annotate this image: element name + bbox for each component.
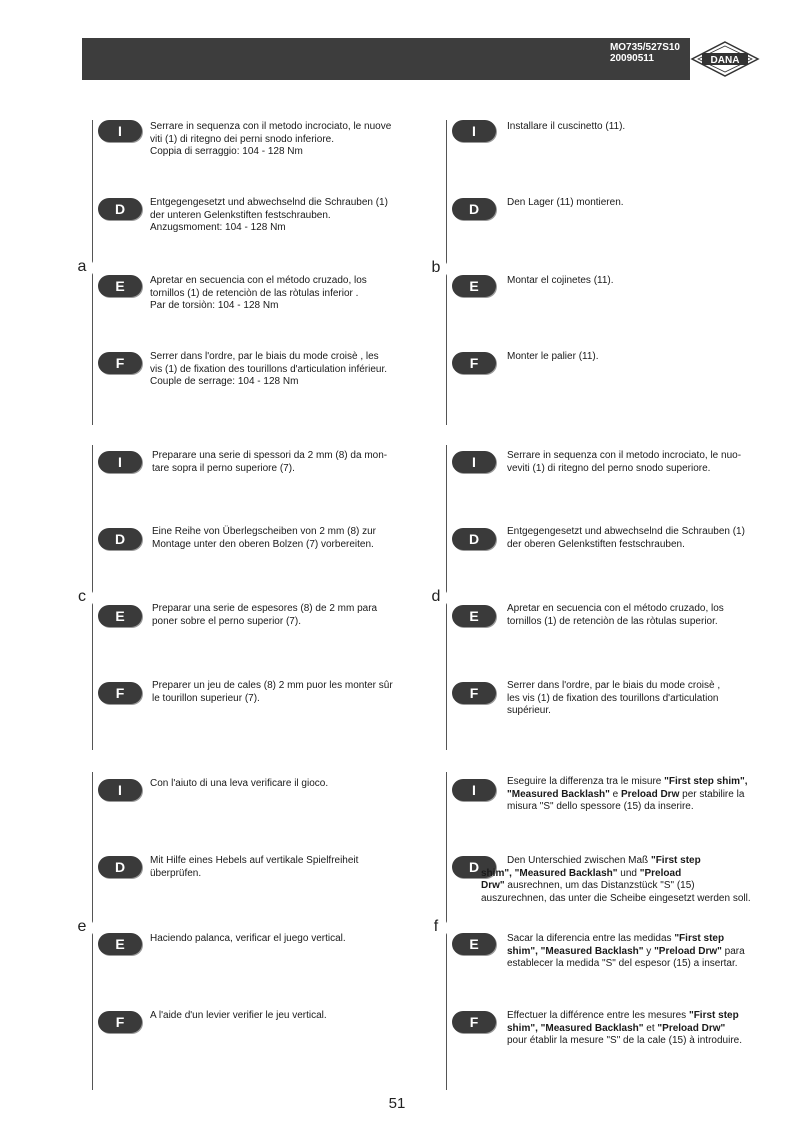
language-badge-spanish: E (98, 605, 142, 627)
instruction-e-french: A l'aide d'un levier verifier le jeu vertical. (150, 1010, 327, 1021)
language-badge-spanish: E (452, 933, 496, 955)
section-letter-f: f (424, 916, 448, 940)
language-badge-spanish: E (452, 605, 496, 627)
logo-text: DANA (710, 55, 740, 66)
language-badge-french: F (98, 682, 142, 704)
language-badge-german: D (452, 198, 496, 220)
language-badge-french: F (98, 1011, 142, 1033)
language-badge-italian: I (452, 120, 496, 142)
language-badge-spanish: E (98, 275, 142, 297)
instruction-e-german: Mit Hilfe eines Hebels auf vertikale Spielfreiheit überprüfen. (150, 855, 359, 879)
header-bar (82, 38, 690, 80)
language-badge-spanish: E (98, 933, 142, 955)
document-code-line2: 20090511 (609, 53, 654, 64)
dana-logo (690, 40, 760, 78)
instruction-f-german: Den Unterschied zwischen Maß "First step shim", "Measured Backlash" und "Preload Drw" ausrechnen, um das Distanzstück "S" (15) auszurechnen, das unter die Scheibe eingesetzt werden soll. (481, 855, 751, 904)
section-letter-b: b (424, 257, 448, 281)
instruction-b-french: Monter le palier (11). (507, 351, 599, 362)
language-badge-italian: I (98, 779, 142, 801)
instruction-a-french: Serrer dans l'ordre, par le biais du mode croisè , les vis (1) de fixation des tourillons d'articulation inférieur. Couple de serrage: 104 - 128 Nm (150, 351, 388, 387)
instruction-d-italian: Serrare in sequenza con il metodo incrociato, le nuo- veviti (1) di ritegno del perno snodo superiore. (507, 450, 742, 474)
instruction-f-italian: Eseguire la differenza tra le misure "First step shim", "Measured Backlash" e Preload Drw per stabilire la misura "S" dello spessore (15) da inserire. (507, 776, 748, 812)
instruction-b-spanish: Montar el cojinetes (11). (507, 275, 614, 286)
language-badge-french: F (452, 682, 496, 704)
page-number: 51 (388, 1095, 406, 1112)
instruction-b-italian: Installare il cuscinetto (11). (507, 121, 626, 132)
instruction-f-spanish: Sacar la diferencia entre las medidas "First step shim", "Measured Backlash" y "Preload Drw" para establecer la medida "S" del espesor (15) a insertar. (507, 933, 745, 969)
instruction-a-italian: Serrare in sequenza con il metodo incrociato, le nuove viti (1) di ritegno dei perni snodo inferiore. Coppia di serraggio: 104 - 128 Nm (150, 121, 392, 157)
instruction-c-french: Preparer un jeu de cales (8) 2 mm puor les monter sûr le tourillon superieur (7). (152, 680, 393, 704)
language-badge-italian: I (98, 120, 142, 142)
language-badge-italian: I (452, 451, 496, 473)
section-letter-e: e (70, 916, 94, 940)
language-badge-french: F (452, 352, 496, 374)
instruction-e-italian: Con l'aiuto di una leva verificare il gioco. (150, 778, 329, 789)
instruction-e-spanish: Haciendo palanca, verificar el juego vertical. (150, 933, 346, 944)
instruction-d-german: Entgegengesetzt und abwechselnd die Schrauben (1) der oberen Gelenkstiften festschrauben. (507, 526, 745, 550)
section-letter-a: a (70, 256, 94, 280)
instruction-c-german: Eine Reihe von Überlegscheiben von 2 mm (8) zur Montage unter den oberen Bolzen (7) vorbereiten. (152, 526, 376, 550)
language-badge-italian: I (452, 779, 496, 801)
language-badge-german: D (98, 528, 142, 550)
section-letter-d: d (424, 586, 448, 610)
language-badge-german: D (452, 856, 496, 878)
instruction-a-spanish: Apretar en secuencia con el método cruzado, los tornillos (1) de retenciòn de las ròtulas inferior . Par de torsiòn: 104 - 128 Nm (150, 275, 367, 311)
instruction-d-french: Serrer dans l'ordre, par le biais du mode croisè , les vis (1) de fixation des tourillons d'articulation supérieur. (507, 680, 721, 716)
language-badge-spanish: E (452, 275, 496, 297)
instruction-c-spanish: Preparar una serie de espesores (8) de 2 mm para poner sobre el perno superior (7). (152, 603, 378, 627)
instruction-c-italian: Preparare una serie di spessori da 2 mm (8) da mon- tare sopra il perno superiore (7). (152, 450, 388, 474)
language-badge-french: F (452, 1011, 496, 1033)
language-badge-french: F (98, 352, 142, 374)
language-badge-italian: I (98, 451, 142, 473)
section-letter-c: c (70, 586, 94, 610)
document-code-line1: MO735/527S10 (609, 42, 680, 53)
language-badge-german: D (98, 198, 142, 220)
language-badge-german: D (98, 856, 142, 878)
instruction-d-spanish: Apretar en secuencia con el método cruzado, los tornillos (1) de retenciòn de las ròtulas superior. (507, 603, 724, 627)
language-badge-german: D (452, 528, 496, 550)
instruction-f-french: Effectuer la différence entre les mesures "First step shim", "Measured Backlash" et "Preload Drw" pour établir la mesure "S" de la cale (15) à introduire. (507, 1010, 742, 1046)
instruction-b-german: Den Lager (11) montieren. (507, 197, 624, 208)
document-code (610, 42, 680, 64)
instruction-a-german: Entgegengesetzt und abwechselnd die Schrauben (1) der unteren Gelenkstiften festschrauben. Anzugsmoment: 104 - 128 Nm (150, 197, 388, 233)
